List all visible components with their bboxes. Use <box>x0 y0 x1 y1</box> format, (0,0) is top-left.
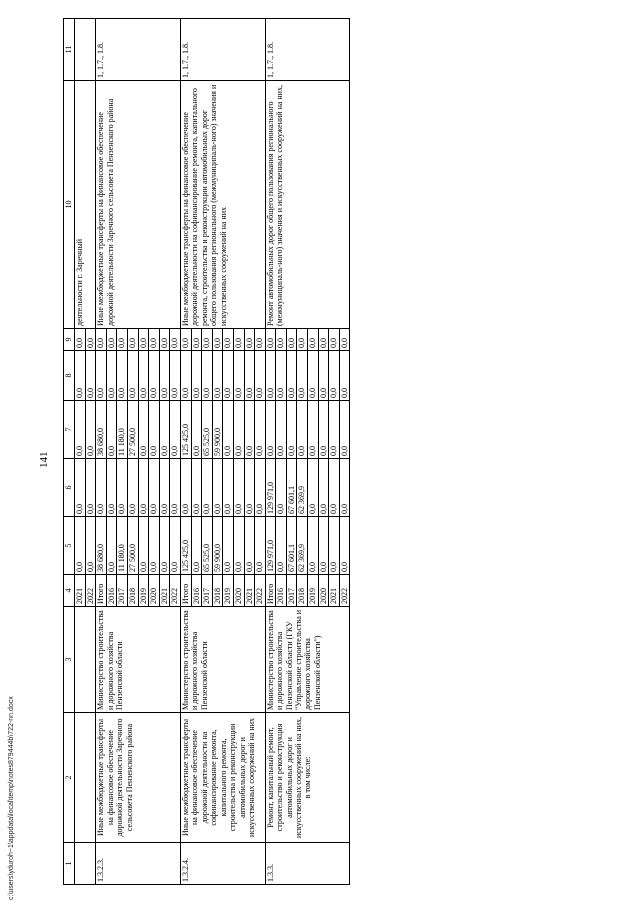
value-cell: 0,0 <box>117 329 128 350</box>
value-cell: 0,0 <box>339 388 349 398</box>
year-cell: 2022 <box>85 588 95 604</box>
value-cell: 0,0 <box>319 459 330 516</box>
value-cell: 0,0 <box>85 562 95 572</box>
col-8-header: 8 <box>64 351 75 401</box>
value-cell: 0,0 <box>245 517 256 574</box>
value-cell: 0,0 <box>181 459 192 516</box>
value-cell: 0,0 <box>160 329 171 350</box>
col-2-header: 2 <box>64 713 75 843</box>
value-cell: 0,0 <box>223 401 234 458</box>
value-cell: 0,0 <box>287 401 298 458</box>
value-cell: 0,0 <box>149 517 160 574</box>
value-cell: 0,0 <box>139 329 150 350</box>
value-cell: 0,0 <box>213 329 224 350</box>
value-cell: 0,0 <box>223 517 234 574</box>
value-cell: 0,0 <box>117 459 128 516</box>
value-cell: 62 369,9 <box>297 459 308 516</box>
executor: Министерство строительства и дорожного хозяйства Пензенской области <box>96 607 181 713</box>
year-cell: 2016 <box>276 575 287 606</box>
column-number-row <box>64 19 75 885</box>
year-cell: 2020 <box>234 575 245 606</box>
value-cell: 0,0 <box>234 401 245 458</box>
value-cell: 0,0 <box>329 401 340 458</box>
year-cell: Итого <box>181 575 192 606</box>
value-cell: 0,0 <box>96 459 107 516</box>
value-cell: 0,0 <box>128 351 139 400</box>
year-cell: Итого <box>266 575 277 606</box>
value-cell: 0,0 <box>192 517 203 574</box>
col-10-header: 10 <box>64 81 75 329</box>
indicator-refs: 1, 1.7., 1.8. <box>180 19 265 81</box>
row-number: 1.3.3. <box>265 843 350 885</box>
value-cell: 0,0 <box>75 351 86 400</box>
year-cell: 2018 <box>128 575 139 606</box>
year-cell: 2018 <box>213 575 224 606</box>
value-cell: 0,0 <box>160 459 171 516</box>
value-cell: 0,0 <box>170 338 180 348</box>
event-name: Ремонт, капитальный ремонт, строительство и реконструкция автомобильных дорог и искусственных сооружений на них, в том числе: <box>265 713 350 843</box>
value-cell: 0,0 <box>75 401 86 458</box>
value-cell: 0,0 <box>149 329 160 350</box>
col-5-header: 5 <box>64 517 75 575</box>
value-cell: 0,0 <box>107 401 118 458</box>
year-cell: 2016 <box>107 575 118 606</box>
value-cell: 0,0 <box>149 401 160 458</box>
value-cell: 0,0 <box>85 504 95 514</box>
value-cell: 0,0 <box>255 562 265 572</box>
value-cell: 0,0 <box>308 517 319 574</box>
value-cell: 0,0 <box>339 338 349 348</box>
col-3-header: 3 <box>64 607 75 713</box>
value-cell: 0,0 <box>192 401 203 458</box>
result-text: Иные межбюджетные трансферты на финансовое обеспечение дорожной деятельности Заречного сельсовета Пензенского района <box>96 81 181 329</box>
value-cell: 0,0 <box>117 351 128 400</box>
value-cell: 0,0 <box>297 351 308 400</box>
value-cell: 0,0 <box>308 401 319 458</box>
value-cell: 0,0 <box>223 459 234 516</box>
row-number: 1.3.2.4. <box>180 843 265 885</box>
value-cell: 0,0 <box>308 329 319 350</box>
result-text: Иные межбюджетные трансферты на финансовое обеспечение дорожной деятельности на софинансирование ремонта, капитального ремонта, строительства и реконструкции автомобильных дорог общего пользования регионального (межмуниципаль-ного) значения и искусственных сооружений на них <box>180 81 265 329</box>
executor: Министерство строительства и дорожного хозяйства Пензенской области (ГКУ "Управление строительства и дорожного хозяйства Пензенской области") <box>265 607 350 713</box>
indicator-refs: 1, 1.7., 1.8. <box>265 19 350 81</box>
value-cell: 0,0 <box>96 329 107 350</box>
value-cell: 0,0 <box>75 517 86 574</box>
value-cell: 65 525,0 <box>202 517 213 574</box>
value-cell: 11 180,0 <box>117 517 128 574</box>
program-table <box>63 18 350 885</box>
value-cell: 0,0 <box>128 329 139 350</box>
value-cell: 0,0 <box>329 351 340 400</box>
value-cell: 0,0 <box>202 459 213 516</box>
value-cell: 0,0 <box>149 351 160 400</box>
value-cell: 0,0 <box>308 459 319 516</box>
rotated-page <box>63 19 603 885</box>
value-cell: 0,0 <box>202 351 213 400</box>
value-cell: 0,0 <box>170 388 180 398</box>
year-cell: 2019 <box>308 575 319 606</box>
year-cell: 2018 <box>297 575 308 606</box>
year-cell: 2019 <box>223 575 234 606</box>
value-cell: 27 500,0 <box>128 401 139 458</box>
value-cell: 0,0 <box>287 351 298 400</box>
page-number: 141 <box>38 451 50 468</box>
year-cell: 2021 <box>160 575 171 606</box>
value-cell: 0,0 <box>339 504 349 514</box>
value-cell: 0,0 <box>181 351 192 400</box>
executor: Министерство строительства и дорожного хозяйства Пензенской области <box>180 607 265 713</box>
value-cell: 0,0 <box>170 446 180 456</box>
value-cell: 0,0 <box>170 562 180 572</box>
value-cell: 0,0 <box>85 446 95 456</box>
value-cell: 0,0 <box>339 446 349 456</box>
value-cell: 67 601,1 <box>287 517 298 574</box>
value-cell: 0,0 <box>266 351 277 400</box>
value-cell: 0,0 <box>192 351 203 400</box>
result-text: Ремонт автомобильных дорог общего пользования регионального (межмуниципаль-ного) значения и искусственных сооружений на них, <box>265 81 350 329</box>
year-cell: Итого <box>96 575 107 606</box>
year-cell: 2017 <box>117 575 128 606</box>
year-cell: 2017 <box>202 575 213 606</box>
year-cell: 2022 <box>255 588 265 604</box>
col-4-header: 4 <box>64 575 75 607</box>
value-cell: 0,0 <box>170 504 180 514</box>
value-cell: 0,0 <box>255 338 265 348</box>
value-cell: 0,0 <box>276 401 287 458</box>
value-cell: 0,0 <box>107 329 118 350</box>
value-cell: 0,0 <box>223 351 234 400</box>
value-cell: 129 971,0 <box>266 459 277 516</box>
value-cell: 0,0 <box>255 446 265 456</box>
value-cell: 0,0 <box>128 459 139 516</box>
year-cell: 2022 <box>339 588 349 604</box>
value-cell: 0,0 <box>223 329 234 350</box>
value-cell: 0,0 <box>139 517 150 574</box>
value-cell: 0,0 <box>245 329 256 350</box>
year-cell: 2021 <box>329 575 340 606</box>
value-cell: 0,0 <box>319 351 330 400</box>
value-cell: 38 680,0 <box>96 401 107 458</box>
value-cell: 0,0 <box>266 401 277 458</box>
table-row <box>180 19 265 885</box>
event-name: Иные межбюджетные трансферты на финансовое обеспечение дорожной деятельности Заречного сельсовета Пензенского района <box>96 713 181 843</box>
col-11-header: 11 <box>64 19 75 81</box>
value-cell: 0,0 <box>202 329 213 350</box>
value-cell: 59 900,0 <box>213 517 224 574</box>
value-cell: 11 180,0 <box>117 401 128 458</box>
value-cell: 0,0 <box>339 562 349 572</box>
year-cell: 2020 <box>149 575 160 606</box>
value-cell: 0,0 <box>107 459 118 516</box>
value-cell: 0,0 <box>245 459 256 516</box>
year-cell: 2017 <box>287 575 298 606</box>
value-cell: 0,0 <box>319 329 330 350</box>
value-cell: 0,0 <box>75 329 86 350</box>
year-cell: 2021 <box>75 575 86 606</box>
value-cell: 0,0 <box>329 329 340 350</box>
table-row <box>96 19 181 885</box>
year-cell: 2020 <box>319 575 330 606</box>
value-cell: 0,0 <box>245 401 256 458</box>
table-row <box>265 19 350 885</box>
value-cell: 0,0 <box>319 517 330 574</box>
value-cell: 0,0 <box>85 338 95 348</box>
value-cell: 0,0 <box>149 459 160 516</box>
value-cell: 0,0 <box>287 329 298 350</box>
value-cell: 0,0 <box>255 388 265 398</box>
year-cell: 2021 <box>245 575 256 606</box>
value-cell: 0,0 <box>192 459 203 516</box>
value-cell: 0,0 <box>160 517 171 574</box>
value-cell: 129 971,0 <box>266 517 277 574</box>
value-cell: 0,0 <box>213 351 224 400</box>
value-cell: 0,0 <box>139 459 150 516</box>
value-cell: 0,0 <box>234 517 245 574</box>
col-9-header: 9 <box>64 329 75 351</box>
value-cell: 0,0 <box>160 351 171 400</box>
value-cell: 0,0 <box>297 329 308 350</box>
value-cell: 59 900,0 <box>213 401 224 458</box>
value-cell: 0,0 <box>234 351 245 400</box>
value-cell: 0,0 <box>329 517 340 574</box>
year-cell: 2016 <box>192 575 203 606</box>
row-number: 1.3.2.3. <box>96 843 181 885</box>
value-cell: 0,0 <box>139 351 150 400</box>
value-cell: 0,0 <box>276 459 287 516</box>
value-cell: 125 425,0 <box>181 517 192 574</box>
year-cell: 2022 <box>170 588 180 604</box>
value-cell: 125 425,0 <box>181 401 192 458</box>
col-7-header: 7 <box>64 401 75 459</box>
value-cell: 0,0 <box>276 517 287 574</box>
indicator-refs: 1, 1.7., 1.8. <box>96 19 181 81</box>
year-cell: 2019 <box>139 575 150 606</box>
value-cell: 0,0 <box>276 351 287 400</box>
value-cell: 0,0 <box>266 329 277 350</box>
file-path-footer: c:\users\yduroh~1\appdata\local\temp\notes879444b\722-nn.docx <box>8 696 15 900</box>
value-cell: 0,0 <box>75 459 86 516</box>
value-cell: 27 500,0 <box>128 517 139 574</box>
value-cell: 0,0 <box>192 329 203 350</box>
col-6-header: 6 <box>64 459 75 517</box>
value-cell: 65 525,0 <box>202 401 213 458</box>
value-cell: 0,0 <box>276 329 287 350</box>
value-cell: 67 601,1 <box>287 459 298 516</box>
value-cell: 0,0 <box>160 401 171 458</box>
value-cell: 0,0 <box>308 351 319 400</box>
value-cell: 62 369,9 <box>297 517 308 574</box>
value-cell: 0,0 <box>234 459 245 516</box>
value-cell: 0,0 <box>107 517 118 574</box>
value-cell: 0,0 <box>319 401 330 458</box>
result-text: деятельности г. Заречный <box>75 81 96 329</box>
value-cell: 0,0 <box>329 459 340 516</box>
value-cell: 0,0 <box>85 388 95 398</box>
value-cell: 0,0 <box>297 401 308 458</box>
value-cell: 0,0 <box>181 329 192 350</box>
value-cell: 0,0 <box>255 504 265 514</box>
value-cell: 0,0 <box>234 329 245 350</box>
value-cell: 0,0 <box>213 459 224 516</box>
value-cell: 0,0 <box>139 401 150 458</box>
carryover-row <box>75 19 96 885</box>
event-name: Иные межбюджетные трансферты на финансовое обеспечение дорожной деятельности на софинансирование ремонта, капитального ремонта, строительства и реконструкции автомобильных дорог и искусственных сооружений на них <box>180 713 265 843</box>
value-cell: 0,0 <box>96 351 107 400</box>
value-cell: 0,0 <box>107 351 118 400</box>
value-cell: 38 680,0 <box>96 517 107 574</box>
value-cell: 0,0 <box>245 351 256 400</box>
col-1-header: 1 <box>64 843 75 885</box>
